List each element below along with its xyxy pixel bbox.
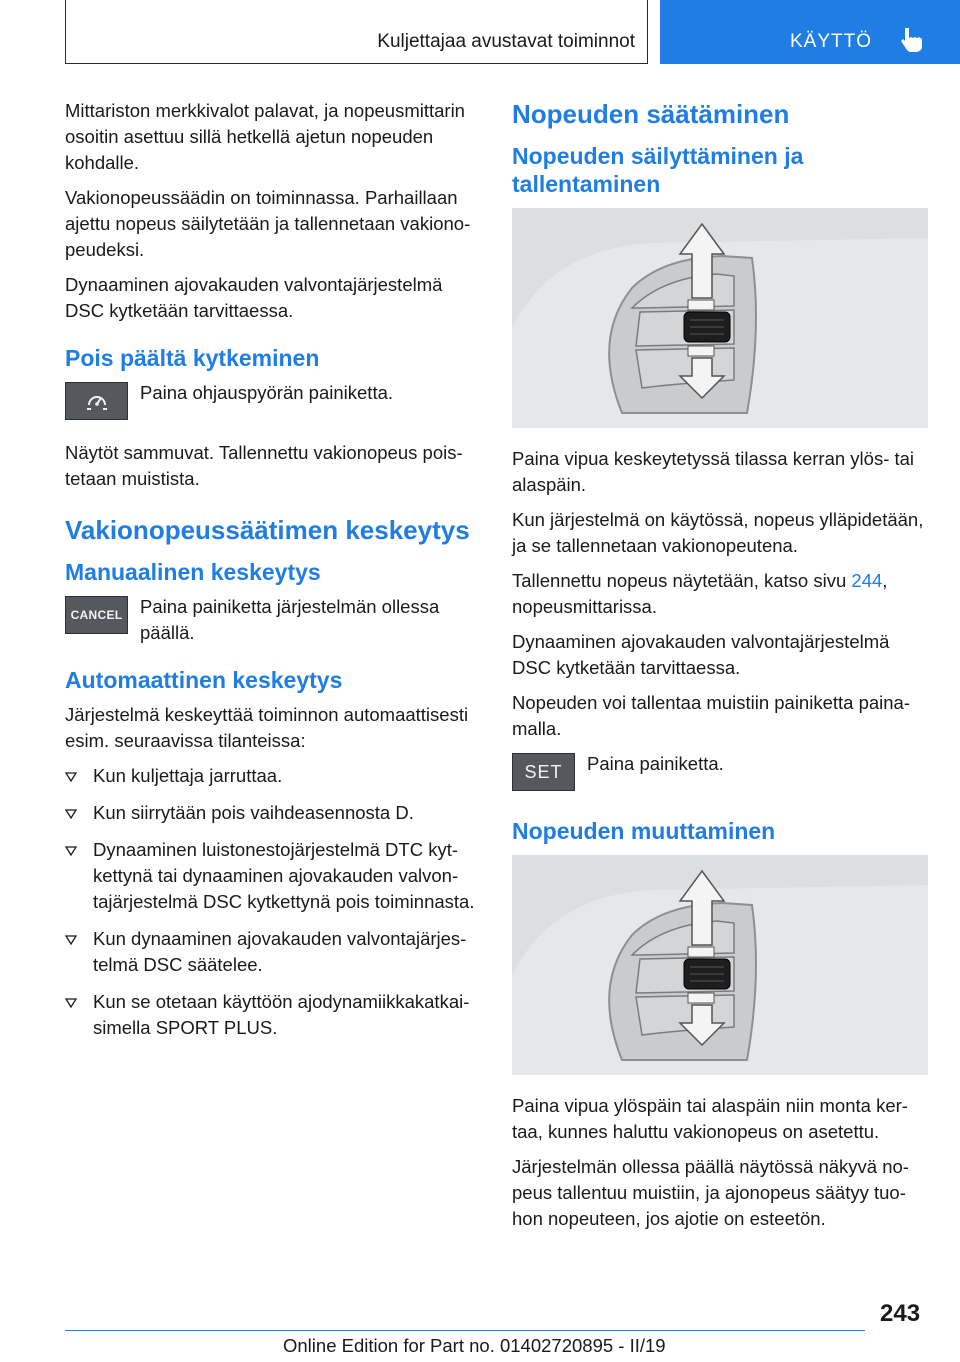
cancel-instruction: [65, 594, 480, 646]
heading-change-speed: Nopeuden muuttaminen: [512, 818, 776, 844]
paragraph: Järjestelmän ollessa päällä näytössä näkyvä nopeus tallentuu muistiin, ja ajonopeus säätyy tuohon nopeuteen, jos ajotie on esteetön.: [512, 1156, 909, 1229]
off-instruction: [65, 380, 480, 426]
triangle-bullet-icon: [65, 846, 77, 856]
header-title-box: [65, 0, 648, 64]
paragraph: Näytöt sammuvat. Tallennettu vakionopeus poistetaan muistista.: [65, 442, 463, 489]
left-column: [65, 98, 480, 1052]
section-tab-label: KÄYTTÖ: [790, 31, 873, 52]
list-item-text: Kun siirrytään pois vaihdeasennosta D.: [93, 802, 414, 823]
paragraph: Dynaaminen ajovakauden valvontajärjestelmä DSC kytketään tarvittaessa.: [65, 274, 443, 321]
paragraph: Paina vipua keskeytetyssä tilassa kerran ylös- tai alaspäin.: [512, 448, 915, 495]
list-item: [65, 989, 480, 1041]
list-item-text: Dynaaminen luistonestojärjestelmä DTC kytkettynä tai dynaaminen ajovakauden valvontajärjestelmä DSC kytkettynä pois toiminnasta.: [93, 839, 475, 912]
heading-automatic-pause: Automaattinen keskeytys: [65, 667, 343, 693]
list-item-text: Kun dynaaminen ajovakauden valvontajärjestelmä DSC säätelee.: [93, 928, 467, 975]
bullet-list: [65, 763, 480, 1041]
text-fragment: , nopeusmittarissa.: [512, 570, 888, 617]
footer-divider: [65, 1330, 865, 1331]
heading-keep-and-store: Nopeuden säilyttäminen ja tallentaminen: [512, 143, 804, 197]
cancel-button-image: CANCEL: [65, 596, 128, 634]
paragraph: [512, 568, 928, 620]
triangle-bullet-icon: [65, 998, 77, 1008]
paragraph: Kun järjestelmä on käytössä, nopeus ylläpidetään, ja se tallennetaan vakionopeutena.: [512, 509, 924, 556]
paragraph: Paina painiketta.: [587, 753, 724, 774]
set-button-image: SET: [512, 753, 575, 791]
text-fragment: Tallennettu nopeus näytetään, katso sivu: [512, 570, 852, 591]
page-reference-link[interactable]: 244: [851, 570, 883, 591]
cruise-control-icon: [84, 390, 110, 412]
paragraph: Vakionopeussäädin on toiminnassa. Parhaillaan ajettu nopeus säilytetään ja tallennetaan vakionopeudeksi.: [65, 187, 471, 260]
list-item: [65, 800, 480, 826]
list-item: [65, 837, 480, 915]
triangle-bullet-icon: [65, 772, 77, 782]
paragraph: Paina ohjauspyörän painiketta.: [140, 382, 394, 403]
heading-manual-pause: Manuaalinen keskeytys: [65, 559, 321, 585]
list-item: [65, 926, 480, 978]
list-item-text: Kun kuljettaja jarruttaa.: [93, 765, 283, 786]
paragraph: Järjestelmä keskeyttää toiminnon automaattisesti esim. seuraavissa tilanteissa:: [65, 704, 469, 751]
section-tab: [660, 0, 960, 64]
steering-wheel-switch-illustration: [512, 208, 928, 428]
heading-switch-off: Pois päältä kytkeminen: [65, 345, 320, 371]
list-item: [65, 763, 480, 789]
paragraph: Paina painiketta järjestelmän ollessa päällä.: [140, 596, 440, 643]
triangle-bullet-icon: [65, 809, 77, 819]
hand-pointer-icon: [898, 24, 928, 54]
paragraph: Nopeuden voi tallentaa muistiin painiketta painamalla.: [512, 692, 911, 739]
heading-speed-adjust: Nopeuden säätäminen: [512, 99, 790, 129]
triangle-bullet-icon: [65, 935, 77, 945]
steering-wheel-switch-illustration-2: [512, 855, 928, 1075]
set-instruction: [512, 751, 928, 797]
paragraph: Dynaaminen ajovakauden valvontajärjestelmä DSC kytketään tarvittaessa.: [512, 631, 890, 678]
chapter-title: Kuljettajaa avustavat toiminnot: [377, 31, 635, 52]
paragraph: Mittariston merkkivalot palavat, ja nopeusmittarin osoitin asettuu sillä hetkellä ajetun nopeuden kohdalle.: [65, 100, 465, 173]
page-number: 243: [880, 1300, 921, 1327]
right-column: [512, 98, 928, 1241]
heading-pause: Vakionopeussäätimen keskeytys: [65, 515, 470, 545]
list-item-text: Kun se otetaan käyttöön ajodynamiikkakatkaisimella SPORT PLUS.: [93, 991, 470, 1038]
cruise-off-button-image: [65, 382, 128, 420]
footer-edition: Online Edition for Part no. 01402720895 - II/19: [283, 1335, 666, 1356]
paragraph: Paina vipua ylöspäin tai alaspäin niin monta kertaa, kunnes haluttu vakionopeus on asetettu.: [512, 1095, 908, 1142]
